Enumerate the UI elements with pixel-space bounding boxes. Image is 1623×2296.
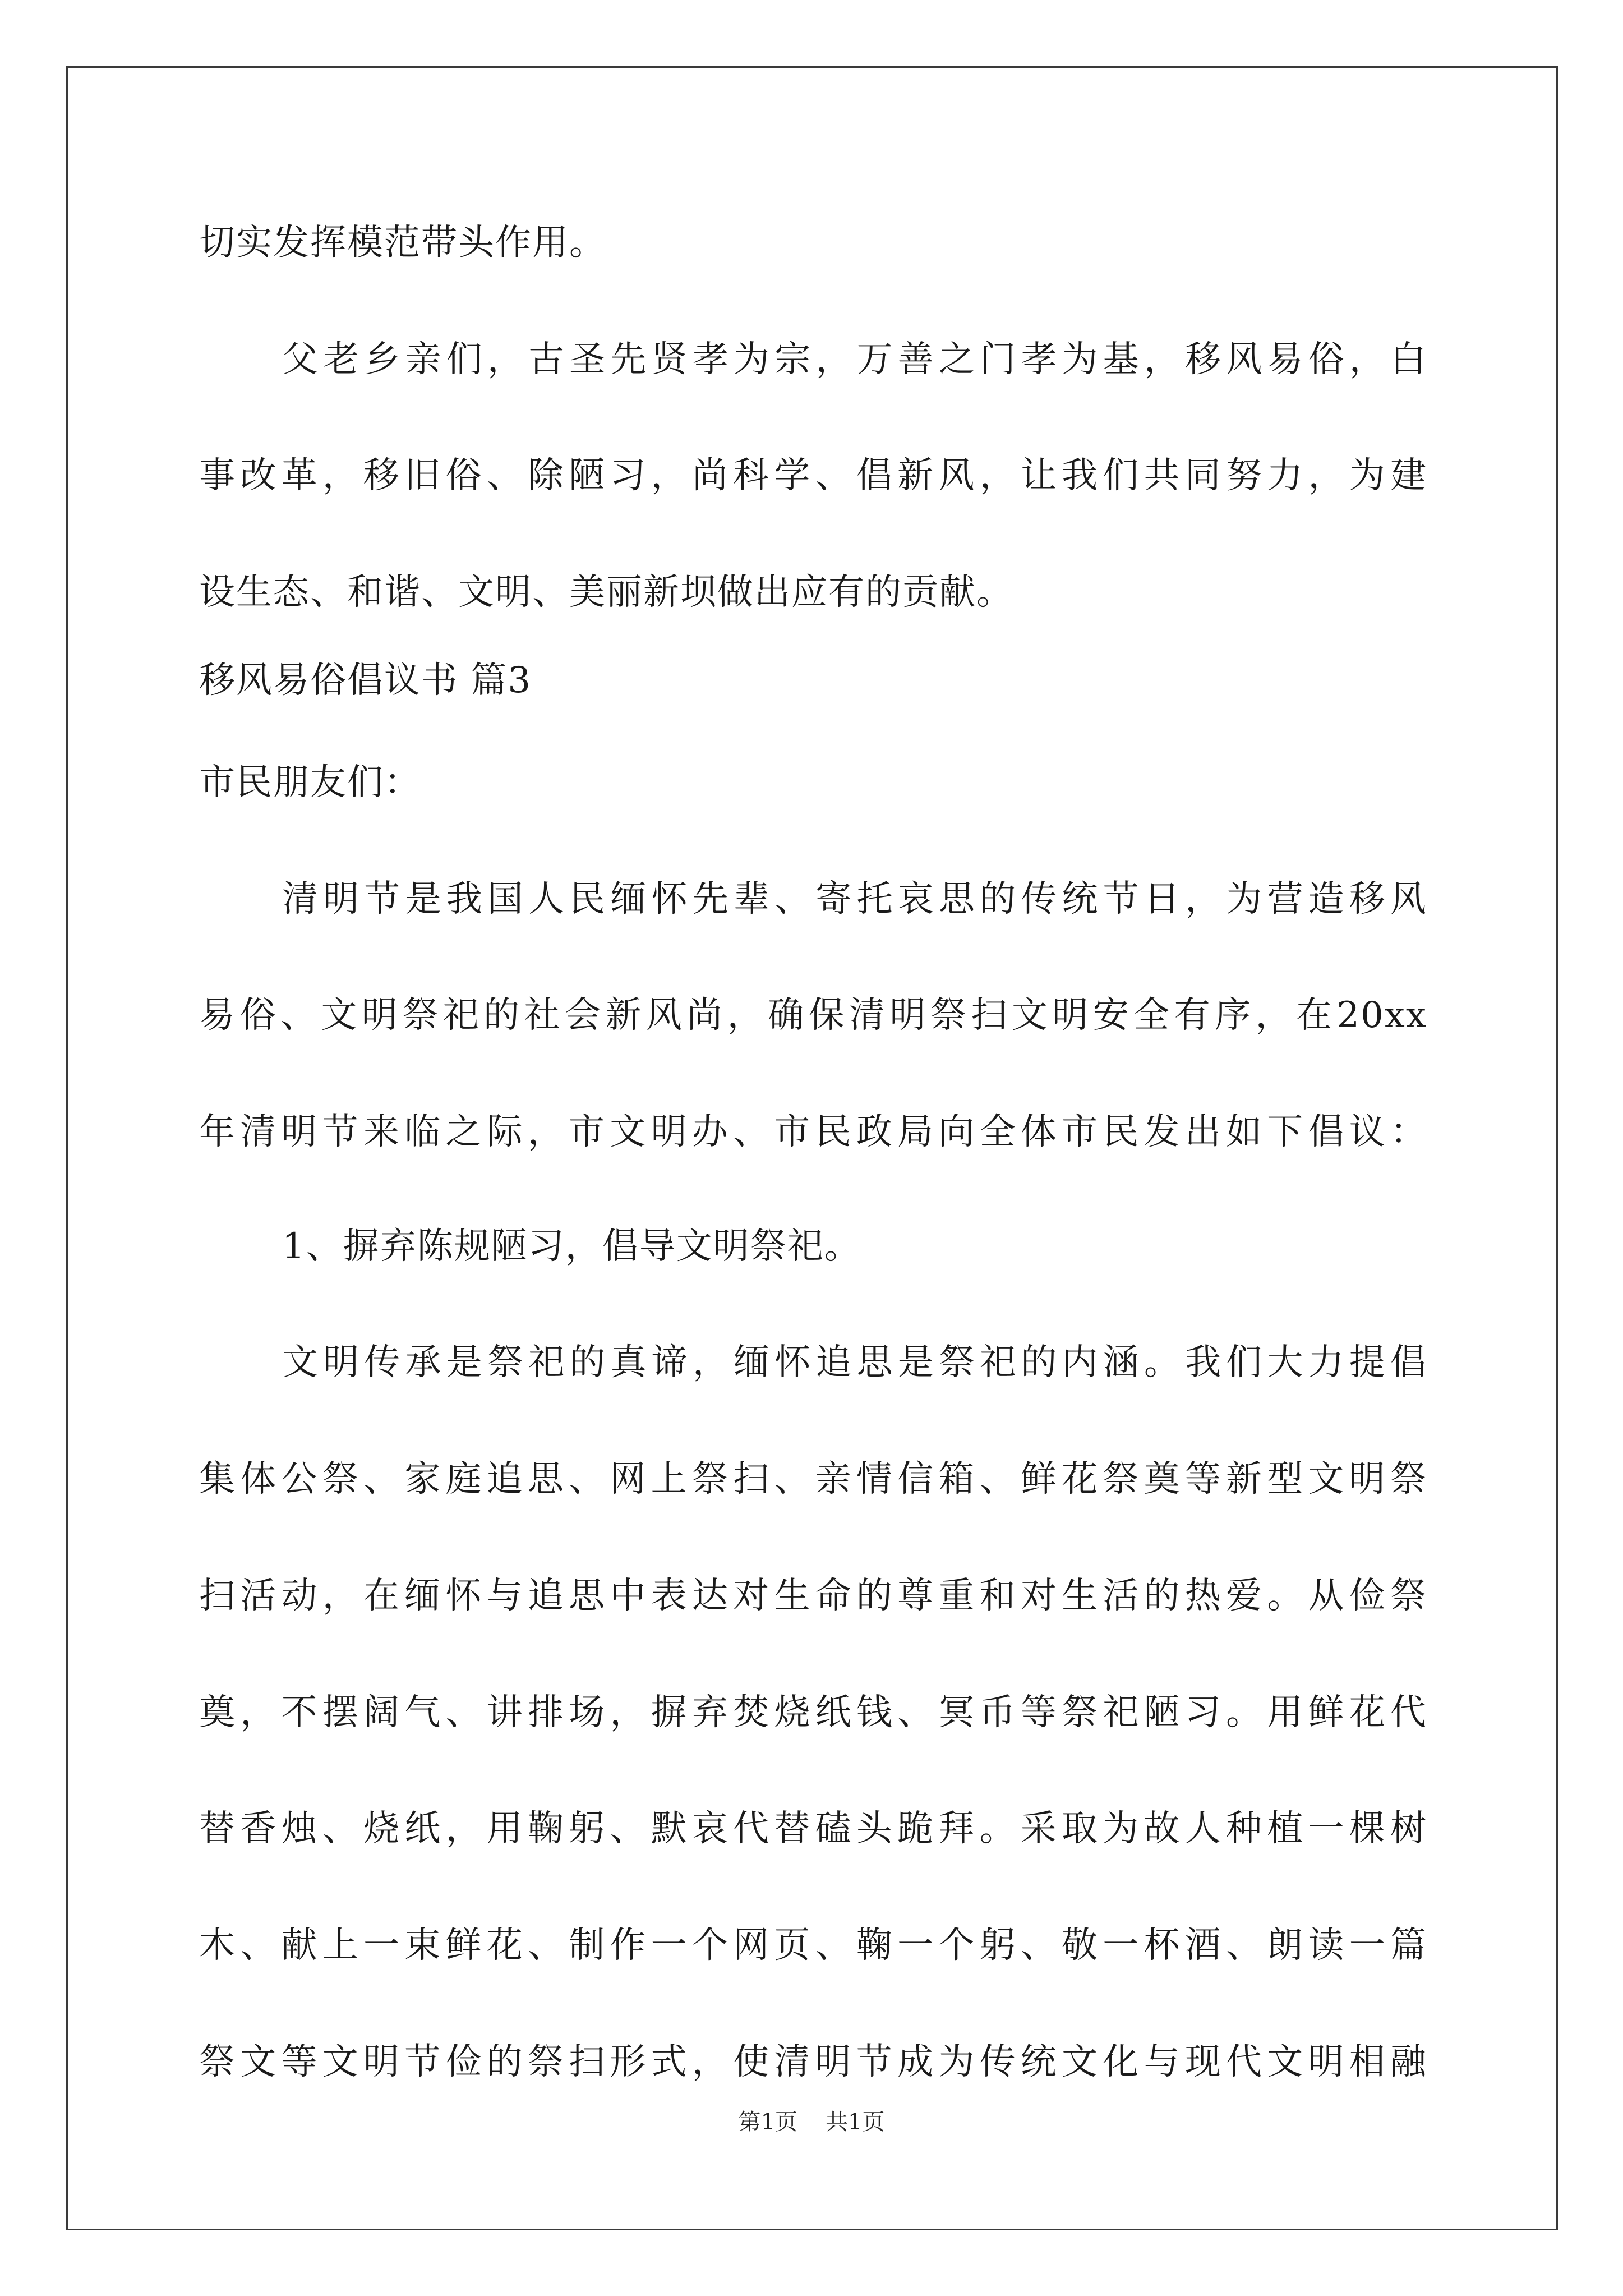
text-line: 扫活动，在缅怀与追思中表达对生命的尊重和对生活的热爱。从俭祭 — [199, 1575, 1427, 1617]
text-line: 文明传承是祭祀的真谛，缅怀追思是祭祀的内涵。我们大力提倡 — [282, 1342, 1427, 1383]
text-line: 集体公祭、家庭追思、网上祭扫、亲情信箱、鲜花祭奠等新型文明祭 — [199, 1458, 1427, 1500]
text-line: 替香烛、烧纸，用鞠躬、默哀代替磕头跪拜。采取为故人种植一棵树 — [199, 1808, 1427, 1849]
text-line: 事改革，移旧俗、除陋习，尚科学、倡新风，让我们共同努力，为建 — [199, 455, 1427, 496]
list-item: 1、摒弃陈规陋习，倡导文明祭祀。 — [282, 1226, 861, 1267]
text-line: 清明节是我国人民缅怀先辈、寄托哀思的传统节日，为营造移风 — [282, 878, 1427, 920]
text-line: 切实发挥模范带头作用。 — [199, 222, 606, 264]
text-line: 设生态、和谐、文明、美丽新坝做出应有的贡献。 — [199, 572, 1013, 613]
text-line: 父老乡亲们，古圣先贤孝为宗，万善之门孝为基，移风易俗，白 — [282, 339, 1427, 380]
page-number: 第1页 — [738, 2109, 797, 2135]
text-line: 奠，不摆阔气、讲排场，摒弃焚烧纸钱、冥币等祭祀陋习。用鲜花代 — [199, 1692, 1427, 1733]
page-total: 共1页 — [826, 2109, 885, 2135]
text-line: 易俗、文明祭祀的社会新风尚，确保清明祭扫文明安全有序，在20xx — [199, 995, 1427, 1036]
section-heading: 移风易俗倡议书 篇3 — [199, 660, 532, 701]
text-line: 祭文等文明节俭的祭扫形式，使清明节成为传统文化与现代文明相融 — [199, 2041, 1427, 2083]
salutation: 市民朋友们： — [199, 762, 421, 803]
text-line: 木、献上一束鲜花、制作一个网页、鞠一个躬、敬一杯酒、朗读一篇 — [199, 1925, 1427, 1966]
page-footer — [0, 2108, 1623, 2136]
text-line: 年清明节来临之际，市文明办、市民政局向全体市民发出如下倡议： — [199, 1111, 1427, 1153]
